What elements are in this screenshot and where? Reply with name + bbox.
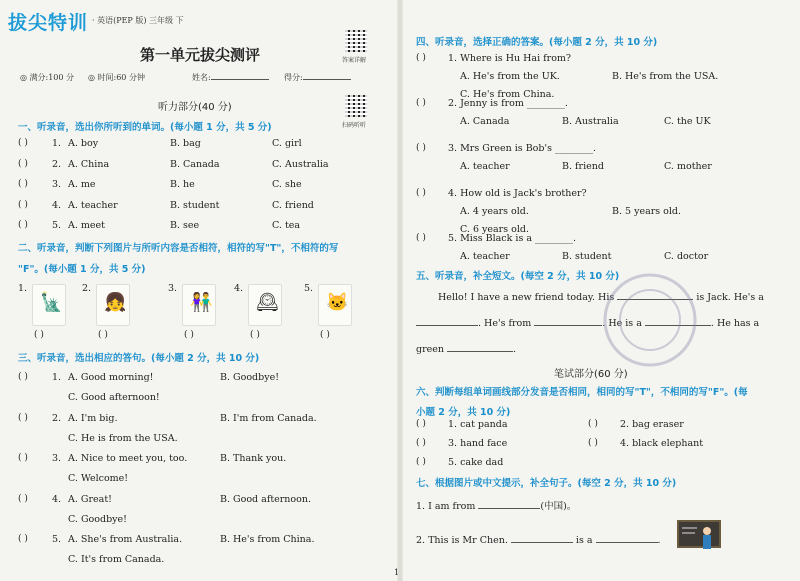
option-b[interactable]: B. He's from the USA. [612, 71, 719, 82]
answer-blank[interactable]: ( ) [588, 419, 598, 429]
listening-heading: 听力部分(40 分) [158, 102, 232, 113]
time-limit: ◎ 时间:60 分钟 [88, 73, 145, 82]
section-2-title-cont: "F"。(每小题 1 分，共 5 分) [18, 264, 146, 275]
option-b[interactable]: B. Australia [562, 116, 619, 127]
answer-blank[interactable]: ( ) [416, 98, 426, 108]
answer-blank[interactable]: ( ) [416, 438, 426, 448]
section-5-title: 五、听录音，补全短文。(每空 2 分，共 10 分) [416, 271, 620, 282]
statue-of-liberty-glyph: 🗽 [40, 292, 63, 313]
answer-blank[interactable]: ( ) [416, 188, 426, 198]
picture-number: 4. [234, 283, 244, 294]
question-number: 1. [52, 372, 62, 383]
option-a[interactable]: A. teacher [460, 251, 510, 262]
children-photo-glyph: 👫 [190, 292, 213, 313]
page-number: 1 [394, 568, 400, 577]
option-b[interactable]: B. friend [562, 161, 604, 172]
word-pair: 1. cat panda [448, 419, 508, 430]
question-number: 3. [52, 179, 62, 190]
option-c[interactable]: C. It's from Canada. [68, 554, 165, 565]
answer-blank[interactable]: ( ) [416, 233, 426, 243]
answer-blank[interactable]: ( ) [34, 330, 44, 340]
cat-glyph: 🐱 [326, 292, 349, 313]
word-pair: 5. cake dad [448, 457, 504, 468]
question-number: 2. [52, 158, 62, 170]
picture-number: 2. [82, 283, 92, 294]
left-page [0, 0, 398, 581]
option-b[interactable]: B. I'm from Canada. [220, 412, 317, 424]
section-2-title: 二、听录音，判断下列图片与所听内容是否相符，相符的写"T"，不相符的写 [18, 243, 339, 254]
option-a[interactable]: A. meet [68, 220, 105, 231]
option-c[interactable]: C. 6 years old. [460, 224, 529, 235]
question-number: 1. [52, 138, 62, 149]
question-text: 4. How old is Jack's brother? [448, 188, 587, 199]
option-b[interactable]: B. student [170, 199, 220, 211]
section-3-title: 三、听录音，选出相应的答句。(每小题 2 分，共 10 分) [18, 353, 260, 364]
option-b[interactable]: B. Canada [170, 158, 220, 170]
option-a[interactable]: A. Canada [460, 116, 510, 127]
question-number: 5. [52, 534, 62, 545]
option-b[interactable]: B. see [170, 220, 200, 231]
writing-heading: 笔试部分(60 分) [554, 369, 628, 380]
answer-blank[interactable]: ( ) [18, 220, 28, 230]
blank-input[interactable] [447, 351, 513, 352]
option-c[interactable]: C. friend [272, 199, 314, 211]
answer-blank[interactable]: ( ) [416, 419, 426, 429]
answer-blank[interactable]: ( ) [98, 330, 108, 340]
answer-blank[interactable]: ( ) [18, 534, 28, 544]
option-a[interactable]: A. me [68, 179, 96, 190]
question-text: 2. Jenny is from ________. [448, 98, 568, 109]
teacher-blackboard-icon [677, 520, 721, 554]
option-b[interactable]: B. 5 years old. [612, 206, 682, 217]
blank-input[interactable] [534, 325, 602, 326]
option-c[interactable]: C. He's from China. [460, 89, 555, 100]
question-text: 3. Mrs Green is Bob's ________. [448, 143, 597, 154]
question-text: 5. Miss Black is a ________. [448, 233, 577, 244]
option-b[interactable]: B. he [170, 179, 195, 190]
answer-blank[interactable]: ( ) [18, 493, 28, 504]
answer-blank[interactable]: ( ) [416, 53, 426, 63]
section-6-title-cont: 小题 2 分，共 10 分) [416, 407, 511, 418]
page-title: 第一单元拔尖测评 [140, 46, 261, 64]
option-b[interactable]: B. Good afternoon. [220, 493, 312, 505]
answer-blank[interactable]: ( ) [18, 199, 28, 210]
girl-portrait-glyph: 👧 [104, 292, 127, 313]
option-b[interactable]: B. Goodbye! [220, 372, 280, 383]
question-number: 2. [52, 412, 62, 424]
section-6-title: 六、判断每组单词画线部分发音是否相同，相同的写"T"，不相同的写"F"。(每 [416, 387, 748, 398]
option-a[interactable]: A. I'm big. [68, 412, 118, 424]
option-a[interactable]: A. teacher [460, 161, 510, 172]
option-c[interactable]: C. the UK [664, 116, 711, 127]
sentence-2: 2. This is Mr Chen. is a . [416, 535, 661, 546]
option-a[interactable]: A. 4 years old. [460, 206, 529, 217]
question-number: 4. [52, 493, 62, 505]
picture-number: 1. [18, 283, 28, 294]
blank-input[interactable] [478, 508, 540, 509]
brand-title: 拔尖特训 [8, 12, 89, 34]
blank-input[interactable] [511, 542, 573, 543]
word-pair: 4. black elephant [620, 438, 704, 449]
option-a[interactable]: A. Nice to meet you, too. [68, 453, 188, 464]
qr-caption: 答案详解 [342, 57, 367, 64]
blank-input[interactable] [416, 325, 478, 326]
qr-code-icon[interactable] [345, 30, 367, 52]
option-c[interactable]: C. Good afternoon! [68, 392, 160, 403]
option-a[interactable]: A. boy [68, 138, 99, 149]
word-pair: 3. hand face [448, 438, 508, 449]
option-b[interactable]: B. He's from China. [220, 534, 315, 545]
section-1-title: 一、听录音，选出你所听到的单词。(每小题 1 分，共 5 分) [18, 122, 272, 133]
question-number: 4. [52, 199, 62, 211]
qr-code-icon[interactable] [345, 95, 367, 117]
option-c[interactable]: C. tea [272, 220, 301, 231]
option-c[interactable]: C. she [272, 179, 302, 190]
cloze-line-3: green . [416, 344, 517, 355]
cloze-line-2: . He's from . He is a . He has a [416, 318, 759, 329]
answer-blank[interactable]: ( ) [18, 179, 28, 189]
watermark-stamp-icon [600, 265, 700, 375]
option-a[interactable]: A. teacher [68, 199, 118, 211]
answer-blank[interactable]: ( ) [320, 330, 330, 340]
sentence-1: 1. I am from (中国)。 [416, 501, 577, 512]
blank-input[interactable] [596, 542, 658, 543]
answer-blank[interactable]: ( ) [18, 138, 28, 148]
option-a[interactable]: A. He's from the UK. [460, 71, 560, 82]
qr-caption: 扫码听听 [342, 122, 367, 129]
answer-blank[interactable]: ( ) [18, 453, 28, 463]
option-a[interactable]: A. She's from Australia. [68, 534, 183, 545]
option-a[interactable]: A. China [68, 158, 110, 170]
full-score: ◎ 满分:100 分 [20, 73, 75, 82]
option-a[interactable]: A. Good morning! [68, 372, 154, 383]
question-number: 5. [52, 220, 62, 231]
answer-blank[interactable]: ( ) [416, 143, 426, 153]
picture-number: 3. [168, 283, 178, 294]
option-c[interactable]: C. girl [272, 138, 302, 149]
word-pair: 2. bag eraser [620, 419, 684, 430]
section-7-title: 七、根据图片或中文提示，补全句子。(每空 2 分，共 10 分) [416, 478, 677, 489]
option-b[interactable]: B. student [562, 251, 612, 262]
answer-blank[interactable]: ( ) [18, 412, 28, 423]
option-c[interactable]: C. doctor [664, 251, 709, 262]
answer-blank[interactable]: ( ) [250, 330, 260, 340]
option-b[interactable]: B. bag [170, 138, 201, 149]
picture-number: 5. [304, 283, 314, 294]
option-c[interactable]: C. He is from the USA. [68, 432, 178, 444]
answer-blank[interactable]: ( ) [18, 158, 28, 169]
question-number: 3. [52, 453, 62, 464]
answer-blank[interactable]: ( ) [416, 457, 426, 467]
option-c[interactable]: C. Welcome! [68, 473, 129, 484]
option-a[interactable]: A. Great! [68, 493, 112, 505]
option-c[interactable]: C. Goodbye! [68, 513, 127, 525]
name-label: 姓名: [192, 72, 269, 83]
brand-subtitle: · 英语(PEP 版) 三年级 下 [92, 16, 184, 25]
answer-blank[interactable]: ( ) [184, 330, 194, 340]
section-4-title: 四、听录音，选择正确的答案。(每小题 2 分，共 10 分) [416, 37, 658, 48]
answer-blank[interactable]: ( ) [588, 438, 598, 448]
option-c[interactable]: C. Australia [272, 158, 329, 170]
cloze-line-1: Hello! I have a new friend today. His is Jack. He's a [438, 292, 764, 303]
option-c[interactable]: C. mother [664, 161, 712, 172]
option-b[interactable]: B. Thank you. [220, 453, 287, 464]
score-label: 得分: [284, 72, 351, 83]
question-text: 1. Where is Hu Hai from? [448, 53, 572, 64]
big-ben-glyph: 🕰 [256, 292, 279, 313]
answer-blank[interactable]: ( ) [18, 372, 28, 382]
